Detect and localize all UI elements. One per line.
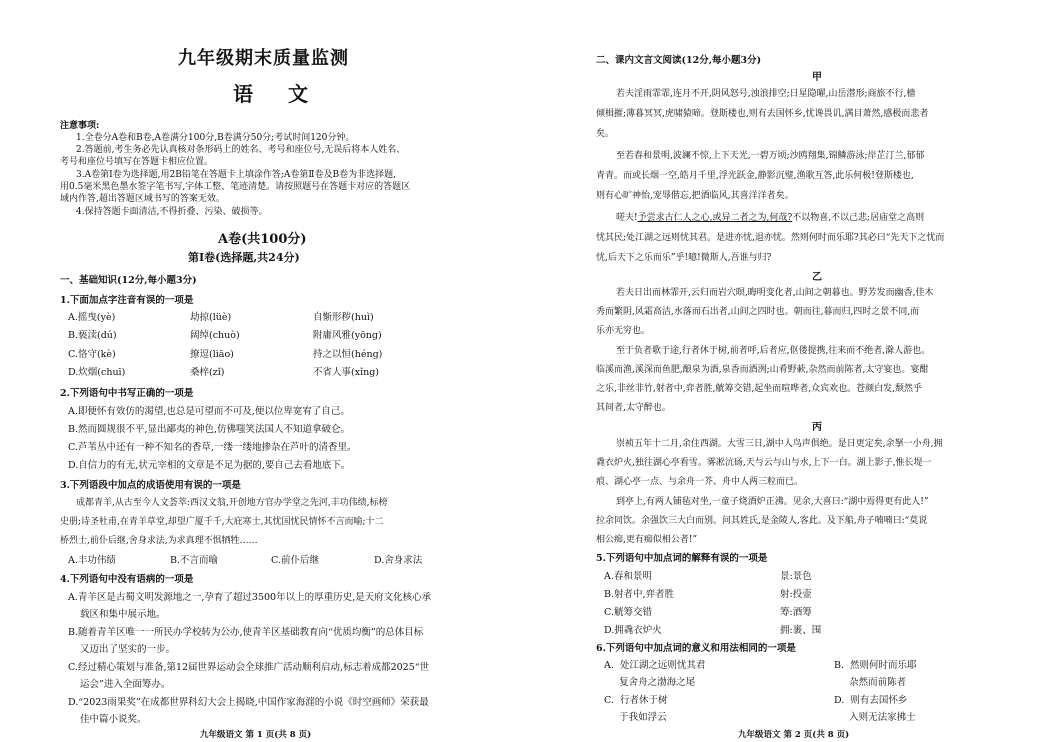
underlined-sentence: 予尝求古仁人之心,或异二者之为,何哉?: [637, 213, 793, 223]
section-heading: 二、课内文言文阅读(12分,每小题3分): [596, 55, 762, 66]
passage-line: 秀而繁阴,风霜高洁,水落而石出者,山间之四时也。朝而往,暮而归,四时之景不同,而: [596, 307, 920, 317]
q1-option: B.亵渎(dú): [68, 330, 117, 341]
q4-line: 佳中篇小说奖。: [80, 714, 147, 725]
passage-label-bing: 丙: [812, 422, 822, 433]
q5-gloss: 射:投壶: [780, 589, 812, 600]
passage-line: 若夫日出而林霏开,云归而岩穴暝,晦明变化者,山间之朝暮也。野芳发而幽香,佳木: [616, 288, 934, 298]
exam-title: 九年级期末质量监测: [178, 48, 349, 69]
q6-option: D. 则有去国怀乡: [834, 695, 908, 706]
question-2-stem: 2.下列语句中书写正确的一项是: [60, 388, 194, 399]
passage-line: 之乐,非丝非竹,射者中,弈者胜,觥筹交错,起坐而喧哗者,众宾欢也。苍颜白发,颓然乎: [596, 384, 923, 394]
q1-option: 撩逗(liāo): [190, 349, 234, 360]
q3-passage: 桥烈士,前仆后继,舍身求法,为求真理不惧牺牲……: [60, 536, 258, 546]
question-4-stem: 4.下列语句中没有语病的一项是: [60, 574, 194, 585]
q1-option: 自惭形秽(huì): [313, 312, 374, 323]
q5-gloss: 筹:酒筹: [780, 607, 812, 618]
notice-line: 用0.5毫米黑色墨水签字笔书写,字体工整、笔迹清楚。请按照题号在答题卡对应的答题区: [60, 182, 411, 192]
q1-option: A.摇曳(yè): [68, 312, 116, 323]
q1-option: D.炊烟(chuī): [68, 367, 126, 378]
notice-line: 考号和座位号填写在答题卡相应位置。: [60, 157, 214, 167]
question-3-stem: 3.下列语段中加点的成语使用有误的一项是: [60, 480, 241, 491]
q4-line: 又迈出了坚实的一步。: [80, 644, 176, 655]
q6-option: 入则无法家拂士: [834, 712, 916, 723]
subject-title: 语 文: [233, 82, 322, 106]
passage-line: 其间者,太守醉也。: [596, 403, 671, 413]
q1-option: 附庸风雅(yōng): [313, 330, 382, 341]
volume-heading: A卷(共100分): [218, 232, 307, 247]
passage-line: [616, 210, 924, 223]
q5-gloss: 景:景色: [780, 571, 812, 582]
q6-option: 杂然而前陈者: [834, 677, 907, 688]
passage-line: 倾楫摧;薄暮冥冥,虎啸猿啼。登斯楼也,则有去国怀乡,忧谗畏讥,满目萧然,感极而悲者: [596, 109, 929, 119]
part-heading: 第Ⅰ卷(选择题,共24分): [188, 251, 300, 264]
passage-line: 则有心旷神怡,宠辱偕忘,把酒临风,其喜洋洋者矣。: [596, 191, 794, 201]
notice-heading: 注意事项:: [60, 121, 100, 131]
q1-option: 劫掠(lüè): [190, 312, 232, 323]
passage-text: 嗟夫!: [616, 213, 638, 223]
q2-option: D.自信力的有无,状元宰相的文章是不足为据的,要自己去看地底下。: [68, 460, 351, 471]
passage-line: 拉余同饮。余强饮三大白而别。问其姓氏,是金陵人,客此。及下船,舟子喃喃曰:“莫说: [596, 516, 928, 526]
passage-line: 忧其民;处江湖之远则忧其君。是进亦忧,退亦忧。然则何时而乐耶?其必曰“先天下之忧而: [596, 233, 945, 243]
q2-option: C.芦苇丛中还有一种不知名的香草,一缕一缕地掺杂在芦叶的清香里。: [68, 442, 357, 453]
q4-line: 运会”进入全面筹办。: [80, 679, 171, 690]
notice-line: 2.答题前,考生务必先认真核对条形码上的姓名、考号和座位号,无误后将本人姓名、: [76, 145, 406, 155]
question-5-stem: 5.下列语句中加点词的解释有误的一项是: [596, 553, 768, 564]
passage-line: 痕、湖心亭一点、与余舟一芥、舟中人两三粒而已。: [596, 477, 804, 487]
q5-option: A.春和景明: [604, 571, 652, 582]
q6-option: 复舍舟之渤海之尾: [604, 677, 696, 688]
q1-option: 桑梓(zǐ): [190, 367, 225, 378]
passage-line: 毳衣炉火,独往湖心亭看雪。雾凇沆砀,天与云与山与水,上下一白。湖上影子,惟长堤一: [596, 458, 932, 468]
q5-option: C.觥筹交错: [604, 607, 652, 618]
q1-option: 持之以恒(héng): [313, 349, 383, 360]
notice-line: 3.A卷第Ⅰ卷为选择题,用2B铅笔在答题卡上填涂作答;A卷第Ⅱ卷及B卷为非选择题,: [76, 170, 396, 180]
q3-passage: 成都青羊,从古至今人文荟萃:西汉文翁,开创地方官办学堂之先河,丰功伟绩,标榜: [76, 498, 388, 508]
passage-line: 至若春和景明,波澜不惊,上下天光,一碧万顷;沙鸥翔集,锦鳞游泳;岸芷汀兰,郁郁: [616, 151, 925, 161]
q4-line: C.经过精心策划与准备,第12届世界运动会全球推广活动顺利启动,标志着成都2025“世: [68, 662, 430, 673]
q1-option: 不省人事(xǐng): [313, 367, 380, 378]
q6-option: B. 然则何时而乐耶: [834, 660, 917, 671]
passage-line: 至于负者歌于途,行者休于树,前者呼,后者应,伛偻提携,往来而不绝者,滁人游也。: [616, 346, 931, 356]
page-footer: 九年级语文 第 1 页(共 8 页): [200, 730, 312, 740]
q3-choice: A.丰功伟绩: [68, 555, 116, 566]
passage-line: 到亭上,有两人铺毡对坐,一童子烧酒炉正沸。见余,大喜曰:“湖中焉得更有此人!”: [616, 497, 929, 507]
q1-option: 阔绰(chuò): [190, 330, 240, 341]
q5-option: D.拥毳衣炉火: [604, 625, 662, 636]
notice-line: 域内作答,超出答题区域书写的答案无效。: [60, 194, 225, 204]
q6-option: C. 行者休于树: [604, 695, 668, 706]
q4-line: A.青羊区是古蜀文明发源地之一,孕育了超过3500年以上的厚重历史,是天府文化核心承: [68, 592, 432, 603]
q4-line: D.“2023雨果奖”在成都世界科幻大会上揭晓,中国作家海漄的小说《时空画师》荣获最: [68, 697, 429, 708]
passage-line: 相公痴,更有痴似相公者!”: [596, 535, 698, 545]
passage-line: 临溪而渔,溪深而鱼肥,酿泉为酒,泉香而酒洌;山肴野蔌,杂然而前陈者,太守宴也。宴酣: [596, 365, 929, 375]
section-heading: 一、基础知识(12分,每小题3分): [60, 275, 197, 286]
q6-option: A. 处江湖之远则忧其君: [604, 660, 706, 671]
notice-line: 4.保持答题卡面清洁,不得折叠、污染、破损等。: [76, 207, 268, 217]
question-1-stem: 1.下面加点字注音有误的一项是: [60, 295, 194, 306]
passage-text: 不以物喜,不以己悲;居庙堂之高则: [792, 213, 925, 223]
q5-gloss: 拥:裹、围: [780, 625, 822, 636]
passage-line: 青青。而或长烟一空,皓月千里,浮光跃金,静影沉璧,渔歌互答,此乐何极!登斯楼也,: [596, 171, 914, 181]
page-footer: 九年级语文 第 2 页(共 8 页): [738, 730, 850, 740]
passage-line: 若夫淫雨霏霏,连月不开,阴风怒号,浊浪排空;日星隐曜,山岳潜形;商旅不行,樯: [616, 89, 916, 99]
q3-choice: B.不言而喻: [170, 555, 219, 566]
q1-option: C.恪守(kè): [68, 349, 116, 360]
q3-passage: 史册;诗圣杜甫,在青羊草堂,却望广厦千千,大庇寒士,其忧国忧民情怀不言而喻;十二: [60, 517, 384, 527]
q2-option: A.即便怀有效仿的渴望,也总是可望而不可及,便以位卑宽宥了自己。: [68, 406, 350, 417]
right-page: [526, 0, 1052, 742]
q5-option: B.射者中,弈者胜: [604, 589, 675, 600]
question-6-stem: 6.下列语句中加点词的意义和用法相同的一项是: [596, 643, 796, 654]
passage-line: 崇祯五年十二月,余住西湖。大雪三日,湖中人鸟声俱绝。是日更定矣,余拏一小舟,拥: [616, 439, 943, 449]
q3-choice: D.舍身求法: [374, 555, 423, 566]
passage-label-jia: 甲: [812, 72, 822, 83]
notice-line: 1.全卷分A卷和B卷,A卷满分100分,B卷满分50分;考试时间120分钟。: [76, 133, 355, 143]
passage-line: 乐亦无穷也。: [596, 326, 651, 336]
q4-line: B.随着青羊区唯一一所民办学校转为公办,使青羊区基础教育向“优质均衡”的总体目标: [68, 627, 424, 638]
passage-line: 忧,后天下之乐而乐”乎!噫!微斯人,吾谁与归?: [596, 253, 772, 263]
passage-line: 矣。: [596, 129, 615, 139]
q3-choice: C.前仆后继: [271, 555, 319, 566]
passage-label-yi: 乙: [812, 272, 822, 283]
q4-line: 载区和集中展示地。: [80, 609, 166, 620]
q6-option: 于我如浮云: [604, 712, 667, 723]
q2-option: B.然而圆规很不平,显出鄙夷的神色,仿佛嗤笑法国人不知道拿破仑。: [68, 424, 351, 435]
